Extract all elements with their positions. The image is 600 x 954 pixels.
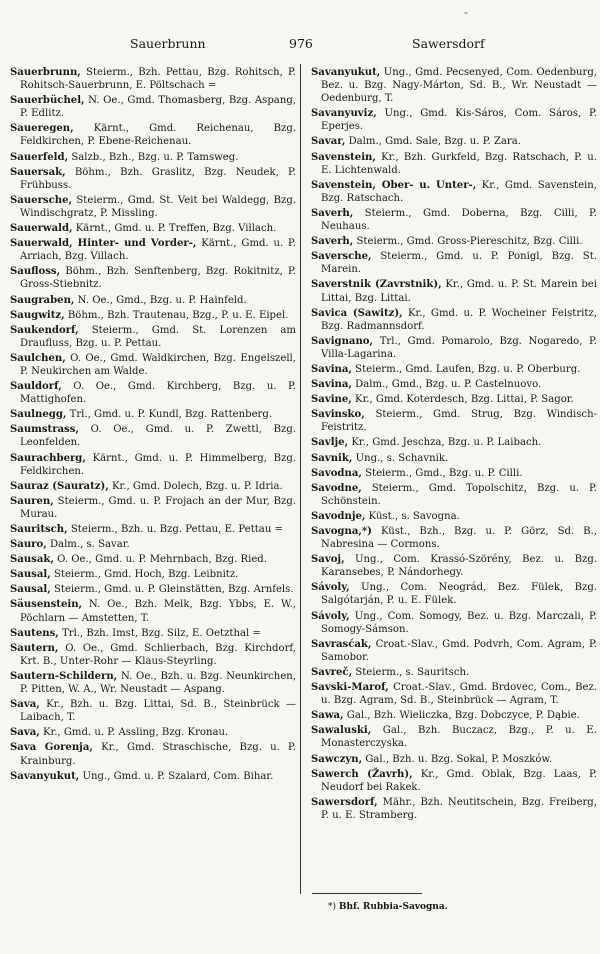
entry-place-name: Sava Gorenja, [10,742,93,754]
entry-description: Kr., Gmd. Straschische, Bzg. u. P. Krainburg. [20,742,296,767]
entry-place-name: Savenstein, [311,151,376,163]
entry-place-name: Savlje, [311,437,349,449]
gazetteer-entry [311,709,597,722]
entry-place-name: Sautern-Schildern, [10,670,118,682]
entry-place-name: Sausak, [10,554,54,566]
entry-description: Ung., Gmd. u. P. Szalard, Com. Bihar. [82,770,274,782]
entry-description: Kr., Gmd. Oblak, Bzg. Laas, P. Neudorf bei Rakek. [321,768,597,793]
entry-place-name: Säusenstein, [10,599,83,611]
entry-description: N. Oe., Bzh. u. Bzg. Neunkirchen, P. Pitten, W. A., Wr. Neustadt — Aspang. [20,670,296,696]
entry-place-name: Savrasćak, [311,638,372,650]
entry-description: Steierm., Bzh. Pettau, Bzg. Rohitsch, P. Rohitsch-Sauerbrunn, E. Pöltschach = [20,67,296,92]
entry-place-name: Sávoly, [311,582,350,594]
gazetteer-entry [311,207,597,233]
entry-description: Dalm., Gmd. Sale, Bzg. u. P. Zara. [348,136,521,148]
gazetteer-entry [10,452,296,478]
gazetteer-entry [311,753,597,766]
entry-place-name: Savodne, [311,482,362,494]
entry-place-name: Saugraben, [10,294,75,306]
gazetteer-entry [311,681,597,707]
entry-place-name: Sauerwald, Hinter- und Vorder-, [10,238,197,250]
entry-description: N. Oe., Gmd., Bzg. u. P. Hainfeld. [77,294,247,306]
gazetteer-entry [10,408,296,421]
entry-description: Steierm., Gmd. u. P. Frojach an der Mur, Bzg. Murau. [20,495,296,520]
entry-description: Kr., Gmd. Dolech, Bzg. u. P. Idria. [111,480,283,492]
gazetteer-entry [10,770,296,783]
entry-description: O. Oe., Gmd. Waldkirchen, Bzg. Engelszell, P. Neukirchen am Walde. [20,352,296,377]
entry-place-name: Savina, [311,379,352,391]
gazetteer-entry [10,294,296,307]
gazetteer-entry [10,480,296,493]
entry-description: Ung., Gmd. Pecsenyed, Com. Oedenburg, Bez. u. Bzg. Nagy-Márton, Sd. B., Wr. Neustadt — Oedenburg, T. [321,67,597,105]
entry-place-name: Savica (Sawitz), [311,307,403,319]
gazetteer-entry [10,151,296,164]
gazetteer-entry [10,122,296,148]
entry-place-name: Savodna, [311,467,362,479]
entry-description: Kr., Gmd. u. P. Wocheiner Feistritz, Bzg. Radmannsdorf. [321,307,597,332]
gazetteer-entry [10,598,296,624]
entry-description: Kärnt., Gmd. Reichenau, Bzg. Feldkirchen, P. Ebene-Reichenau. [20,123,296,148]
gazetteer-entry [311,235,597,248]
header-right-keyword: Sawersdorf [412,36,485,51]
gazetteer-entry [10,222,296,235]
entry-description: Ung., Com. Neográd, Bez. Fülek, Bzg. Salgótarján, P. u. E. Fülek. [321,582,598,607]
entry-description: O. Oe., Gmd. u. P. Mehrnbach, Bzg. Ried. [57,554,267,566]
entry-place-name: Savinsko, [311,409,365,421]
entry-place-name: Saverh, [311,236,354,248]
entry-place-name: Savenstein, Ober- u. Unter-, [311,179,477,191]
entry-place-name: Sawerch (Žavrh), [311,768,413,780]
column-divider [300,64,301,894]
entry-description: Ung., Gmd. Kis-Sáros, Com. Sáros, P. Eperjes. [321,108,597,133]
gazetteer-entry [311,482,597,508]
gazetteer-entry [311,250,597,276]
entry-place-name: Savogna,*) [311,526,372,537]
footnote-marker: *) [328,902,337,912]
gazetteer-entry [10,380,296,406]
entry-description: Steierm., Gmd. Topolschitz, Bzg. u. P. Schönstein. [321,482,597,507]
entry-description: Kr., Gmd. Koterdesch, Bzg. Littai, P. Sagor. [355,394,574,406]
entry-place-name: Sauerwald, [10,223,73,235]
entry-place-name: Sauersak, [10,166,66,178]
entry-description: Kärnt., Gmd. u. P. Arriach, Bzg. Villach. [20,238,296,263]
gazetteer-entry [10,538,296,551]
entry-description: Ung., Com. Krassó-Szörény, Bez. u. Bzg. Karansebes, P. Nándorhegy. [321,554,597,579]
entry-description: Kr., Gmd. Savenstein, Bzg. Ratschach. [321,179,597,204]
gazetteer-entry [10,66,296,92]
entry-place-name: Sava, [10,727,40,739]
gazetteer-entry [311,638,597,664]
entry-place-name: Saueregen, [10,123,74,135]
gazetteer-entry [10,237,296,263]
gazetteer-entry [311,378,597,391]
entry-description: Steierm., Gmd. Gross-Piereschitz, Bzg. Cilli. [356,236,583,248]
entry-description: Dalm., Gmd., Bzg. u. P. Castelnuovo. [355,379,542,391]
entry-place-name: Sávoly, [311,610,350,622]
entry-place-name: Saverstnik (Zavrstnik), [311,279,442,291]
gazetteer-entry [311,581,597,607]
gazetteer-entry [10,627,296,640]
header-left-keyword: Sauerbrunn [130,36,206,51]
gazetteer-entry [10,553,296,566]
left-column [10,66,296,785]
entry-place-name: Sautens, [10,627,59,639]
entry-description: O. Oe., Gmd. u. P. Zwettl, Bzg. Leonfelden. [20,424,296,449]
entry-description: O. Oe., Gmd. Kirchberg, Bzg. u. P. Mattighofen. [20,381,297,406]
footnote-rule [312,893,422,894]
entry-description: Steierm., Gmd. Laufen, Bzg. u. P. Oberburg. [355,363,581,375]
entry-place-name: Sawersdorf, [311,796,378,808]
gazetteer-entry [10,670,296,696]
gazetteer-entry [311,179,597,205]
entry-place-name: Savar, [311,136,346,148]
gazetteer-entry [10,352,296,378]
entry-description: Böhm., Bzh. Graslitz, Bzg. Neudek, P. Frühbuss. [20,166,296,191]
gazetteer-entry [311,393,597,406]
gazetteer-entry [311,151,597,177]
running-header [0,36,600,54]
gazetteer-entry [10,194,296,220]
entry-place-name: Savodnje, [311,510,366,522]
entry-description: Trl., Bzh. Imst, Bzg. Silz, E. Oetzthal = [62,627,261,639]
entry-description: Küst., Bzh., Bzg. u. P. Görz, Sd. B., Nabresina — Cormons. [321,526,597,551]
entry-place-name: Sauerbüchel, [10,95,85,107]
gazetteer-entry [311,335,597,361]
entry-place-name: Sawczyn, [311,753,363,765]
entry-description: Kr., Bzh. Gurkfeld, Bzg. Ratschach, P. u. E. Lichtenwald. [321,151,597,176]
entry-place-name: Savine, [311,394,352,406]
entry-place-name: Savnik, [311,452,353,464]
gazetteer-entry [10,495,296,521]
entry-place-name: Savanyukut, [10,770,80,782]
gazetteer-entry [311,307,597,333]
gazetteer-entry [10,568,296,581]
entry-place-name: Saulchen, [10,352,66,364]
entry-description: Kr., Gmd. Jeschza, Bzg. u. P. Laibach. [351,437,542,449]
entry-place-name: Sauldorf, [10,381,62,393]
entry-description: Steierm., Gmd. Strug, Bzg. Windisch-Feistritz. [321,409,597,434]
gazetteer-entry [311,66,597,105]
gazetteer-entry [311,724,597,750]
entry-description: N. Oe., Gmd. Thomasberg, Bzg. Aspang, P. Edlitz. [20,95,296,120]
entry-place-name: Sauerfeld, [10,151,69,163]
entry-description: Mähr., Bzh. Neutitschein, Bzg. Freiberg, P. u. E. Stramberg. [321,796,597,821]
gazetteer-entry [311,436,597,449]
entry-description: Steierm., Gmd. Doberna, Bzg. Cilli, P. Neuhaus. [321,207,597,233]
entry-description: Kärnt., Gmd. u. P. Treffen, Bzg. Villach. [75,223,277,235]
entry-description: Croat.-Slav., Gmd. Podvrh, Com. Agram, P. Samobor. [321,638,597,663]
entry-place-name: Saverh, [311,207,354,219]
entry-place-name: Saumstrass, [10,424,79,436]
entry-place-name: Savanyukut, [311,67,381,78]
entry-place-name: Sauritsch, [10,524,68,535]
entry-place-name: Sawaluski, [311,725,372,737]
entry-description: Gal., Bzh. Buczacz, Bzg., P. u. E. Monasterczyska. [321,725,597,750]
entry-place-name: Savoj, [311,554,345,566]
entry-place-name: Sava, [10,699,40,711]
gazetteer-entry [10,741,296,767]
entry-place-name: Savski-Marof, [311,682,389,694]
entry-place-name: Saversche, [311,251,372,263]
entry-description: Kr., Gmd. u. P. St. Marein bei Littai, Bzg. Littai. [321,279,597,304]
entry-place-name: Sauro, [10,539,47,551]
gazetteer-entry [311,452,597,465]
entry-description: Kärnt., Gmd. u. P. Himmelberg, Bzg. Feldkirchen. [20,452,296,477]
entry-description: Steierm., Gmd. u. P. Gleinstätten, Bzg. Arnfels. [53,584,294,596]
entry-description: Croat.-Slav., Gmd. Brdovec, Com., Bez. u. Bzg. Agram, Sd. B., Steinbrück — Agram, T. [321,682,597,707]
entry-description: Steierm., Gmd., Bzg. u. P. Cilli. [365,467,523,479]
entry-place-name: Savina, [311,363,352,375]
entry-description: Trl., Gmd. u. P. Kundl, Bzg. Rattenberg. [69,409,273,421]
entry-place-name: Saufloss, [10,266,61,278]
footnote [328,902,448,912]
entry-place-name: Sawa, [311,710,344,722]
entry-place-name: Saurachberg, [10,452,86,464]
gazetteer-entry [311,467,597,480]
entry-place-name: Saugwitz, [10,309,65,321]
gazetteer-entry [311,768,597,794]
gazetteer-entry [10,423,296,449]
gazetteer-entry [10,324,296,350]
gazetteer-entry [311,408,597,434]
entry-place-name: Savignano, [311,335,374,347]
entry-description: Steierm., s. Sauritsch. [355,666,470,678]
entry-place-name: Sausal, [10,584,51,596]
entry-description: Steierm., Gmd. St. Veit bei Waldegg, Bzg. Windischgratz, P. Missling. [20,194,296,219]
entry-description: Trl., Gmd. Pomarolo, Bzg. Nogaredo, P. Villa-Lagarina. [321,335,597,360]
entry-description: Gal., Bzh. Wieliczka, Bzg. Dobczyce, P. Dąbie. [346,710,580,722]
entry-description: Dalm., s. Savar. [49,539,130,551]
entry-description: Steierm., Gmd. Hoch, Bzg. Leibnitz. [53,569,239,581]
entry-description: Kr., Gmd. u. P. Assling, Bzg. Kronau. [42,727,229,739]
entry-description: Ung., Com. Somogy, Bez. u. Bzg. Marczali, P. Somogy-Sámson. [321,610,597,635]
gazetteer-entry [10,583,296,596]
entry-place-name: Saukendorf, [10,324,79,336]
footnote-text: Bhf. Rubbia-Savogna. [338,902,448,912]
gazetteer-entry [10,265,296,291]
gazetteer-entry [311,135,597,148]
entry-description: O. Oe., Gmd. Schlierbach, Bzg. Kirchdorf, Krt. B., Unter-Rohr — Klaus-Steyrling. [20,642,297,667]
entry-description: Steierm., Gmd. St. Lorenzen am Draufluss, Bzg. u. P. Pettau. [20,324,296,349]
entry-description: Küst., s. Savogna. [368,510,460,522]
gazetteer-entry [10,698,296,724]
entry-description: Steierm., Bzh. u. Bzg. Pettau, E. Pettau = [70,524,283,535]
entry-description: Steierm., Gmd. u. P. Ponigl, Bzg. St. Marein. [321,251,597,276]
gazetteer-entry [311,553,597,579]
gazetteer-entry [10,166,296,192]
gazetteer-entry [311,666,597,679]
gazetteer-entry [311,525,597,551]
gazetteer-entry [10,642,296,668]
gazetteer-entry [311,363,597,376]
entry-place-name: Sauraz (Sauratz), [10,480,109,492]
entry-description: Gal., Bzh. u. Bzg. Sokal, P. Moszków. [365,753,553,765]
gazetteer-entry [311,796,597,822]
gazetteer-entry [311,278,597,304]
entry-place-name: Sautern, [10,642,59,654]
gazetteer-entry [311,610,597,636]
entry-description: Ung., s. Schavnik. [355,452,449,464]
entry-place-name: Sauerbrunn, [10,67,81,78]
entry-description: N. Oe., Bzh. Melk, Bzg. Ybbs, E. W., Pöchlarn — Amstetten, T. [20,599,296,624]
entry-description: Böhm., Bzh. Trautenau, Bzg., P. u. E. Eipel. [67,309,289,321]
gazetteer-entry [10,523,296,536]
corner-mark: - [464,6,468,19]
entry-place-name: Savanyuviz, [311,108,377,120]
gazetteer-entry [10,726,296,739]
entry-place-name: Sauersche, [10,194,73,206]
page-number: 976 [289,36,313,51]
gazetteer-entry [311,107,597,133]
entry-place-name: Sauren, [10,495,54,507]
gazetteer-entry [311,510,597,523]
right-column [311,66,597,824]
entry-description: Kr., Bzh. u. Bzg. Littai, Sd. B., Steinbrück — Laibach, T. [20,699,296,724]
entry-description: Salzb., Bzh., Bzg. u. P. Tamsweg. [71,151,239,163]
entry-place-name: Saulnegg, [10,409,67,421]
gazetteer-entry [10,309,296,322]
gazetteer-entry [10,94,296,120]
entry-place-name: Savreč, [311,666,353,678]
entry-place-name: Sausal, [10,569,51,581]
entry-description: Böhm., Bzh. Senftenberg, Bzg. Rokitnitz, P. Gross-Stiebnitz. [20,266,296,291]
